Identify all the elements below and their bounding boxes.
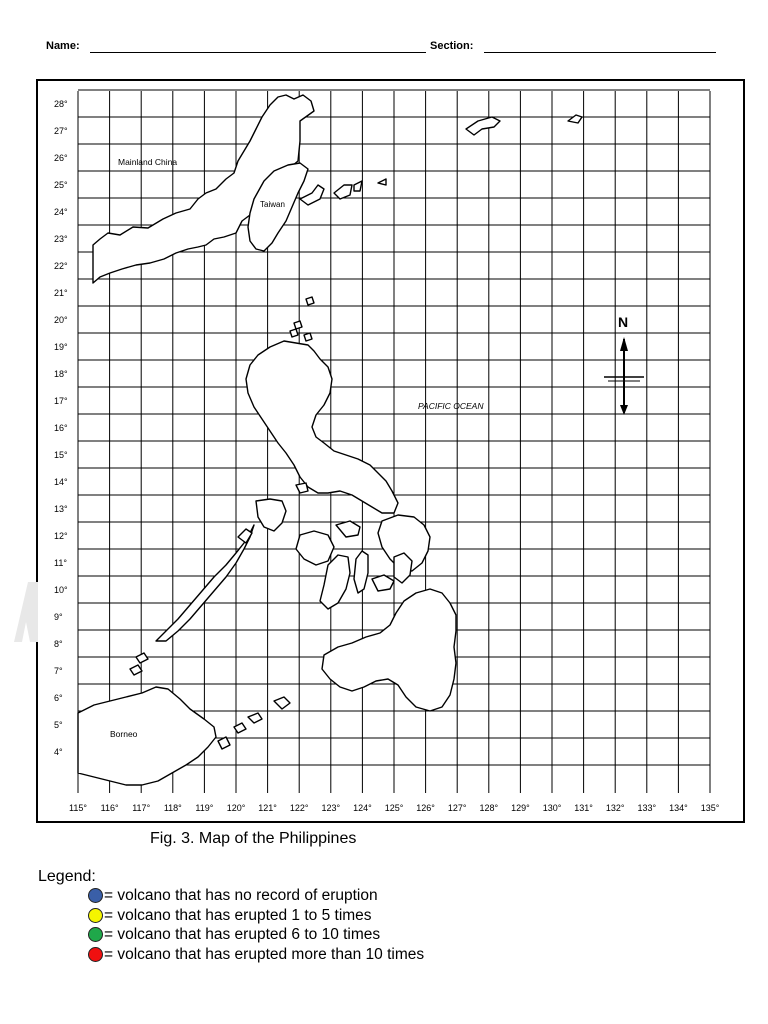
latitude-tick-label: 14°	[54, 477, 68, 487]
ryukyu-island-1	[300, 185, 324, 205]
longitude-tick-label: 129°	[511, 803, 530, 813]
latitude-tick-label: 7°	[54, 666, 63, 676]
latitude-tick-label: 17°	[54, 396, 68, 406]
latitude-tick-label: 6°	[54, 693, 63, 703]
latitude-labels	[54, 99, 68, 757]
cebu-island	[354, 551, 368, 593]
babuyan-1	[290, 329, 298, 337]
latitude-tick-label: 22°	[54, 261, 68, 271]
latitude-tick-label: 20°	[54, 315, 68, 325]
map-frame	[36, 79, 745, 823]
latitude-tick-label: 8°	[54, 639, 63, 649]
latitude-tick-label: 5°	[54, 720, 63, 730]
borneo-north	[78, 687, 216, 785]
longitude-tick-label: 124°	[353, 803, 372, 813]
longitude-tick-label: 127°	[447, 803, 467, 813]
legend-color-dot	[88, 908, 103, 923]
latitude-tick-label: 25°	[54, 180, 68, 190]
longitude-tick-label: 134°	[669, 803, 688, 813]
legend-item	[88, 925, 424, 945]
legend-color-dot	[88, 888, 103, 903]
batanes-2	[294, 321, 302, 329]
figure-caption: Fig. 3. Map of the Philippines	[150, 830, 357, 847]
legend-item	[88, 886, 424, 906]
name-line[interactable]	[90, 52, 426, 53]
legend-color-dot	[88, 927, 103, 942]
longitude-tick-label: 130°	[542, 803, 562, 813]
ryukyu-island-2	[334, 185, 352, 199]
latitude-tick-label: 12°	[54, 531, 68, 541]
longitude-tick-label: 135°	[700, 803, 720, 813]
philippines-map	[38, 81, 743, 821]
watermark-fragment	[14, 582, 38, 642]
longitude-tick-label: 115°	[69, 803, 87, 813]
longitude-tick-label: 123°	[321, 803, 341, 813]
section-line[interactable]	[484, 52, 716, 53]
latitude-tick-label: 13°	[54, 504, 68, 514]
borneo-label: Borneo	[110, 729, 138, 739]
compass-north-arrow	[620, 337, 628, 351]
legend-title: Legend:	[38, 868, 96, 885]
compass-rose	[604, 314, 644, 415]
marinduque-island	[296, 483, 308, 493]
latitude-tick-label: 23°	[54, 234, 68, 244]
longitude-tick-label: 120°	[226, 803, 246, 813]
okinawa-island-1	[466, 117, 500, 135]
masbate-island	[336, 521, 360, 537]
latitude-tick-label: 28°	[54, 99, 68, 109]
panay-island	[296, 531, 334, 565]
latitude-tick-label: 26°	[54, 153, 68, 163]
legend-color-dot	[88, 947, 103, 962]
latitude-tick-label: 24°	[54, 207, 68, 217]
negros-island	[320, 555, 350, 609]
okinawa-island-2	[568, 115, 582, 123]
calamian-islands	[238, 529, 252, 543]
latitude-tick-label: 16°	[54, 423, 68, 433]
legend-item-text: = volcano that has erupted 1 to 5 times	[104, 906, 372, 924]
ryukyu-island-3	[354, 181, 362, 191]
latitude-tick-label: 18°	[54, 369, 68, 379]
mainland-china-label: Mainland China	[118, 157, 178, 167]
borneo-islet-1	[218, 737, 230, 749]
babuyan-2	[304, 333, 312, 341]
bohol-island	[372, 575, 394, 591]
longitude-labels	[69, 803, 720, 813]
latitude-tick-label: 27°	[54, 126, 68, 136]
batanes-1	[306, 297, 314, 305]
mindanao-island	[322, 589, 456, 711]
sulu-island-1	[248, 713, 262, 723]
borneo-islet-2	[136, 653, 148, 663]
longitude-tick-label: 119°	[195, 803, 214, 813]
palawan-island	[156, 525, 254, 641]
latitude-tick-label: 4°	[54, 747, 63, 757]
compass-north-label: N	[618, 314, 629, 330]
longitude-tick-label: 131°	[574, 803, 593, 813]
longitude-tick-label: 133°	[637, 803, 657, 813]
longitude-tick-label: 126°	[416, 803, 435, 813]
longitude-tick-label: 132°	[605, 803, 625, 813]
name-label: Name:	[46, 40, 80, 52]
borneo-islet-3	[130, 665, 142, 675]
latitude-tick-label: 11°	[54, 558, 67, 568]
map-grid	[78, 90, 710, 793]
legend-item	[88, 906, 424, 926]
longitude-tick-label: 116°	[100, 803, 119, 813]
legend-list	[88, 886, 424, 964]
longitude-tick-label: 122°	[289, 803, 309, 813]
longitude-tick-label: 125°	[384, 803, 404, 813]
longitude-tick-label: 118°	[163, 803, 182, 813]
legend-item-text: = volcano that has no record of eruption	[104, 887, 378, 905]
ryukyu-island-4	[378, 179, 386, 185]
taiwan-label: Taiwan	[260, 200, 285, 209]
worksheet-header	[46, 40, 726, 56]
luzon-island	[246, 341, 398, 513]
latitude-tick-label: 15°	[54, 450, 68, 460]
leyte-island	[394, 553, 412, 583]
legend-item-text: = volcano that has erupted more than 10 times	[104, 945, 425, 963]
longitude-tick-label: 121°	[258, 803, 277, 813]
longitude-tick-label: 128°	[479, 803, 499, 813]
latitude-tick-label: 9°	[54, 612, 63, 622]
legend-item-text: = volcano that has erupted 6 to 10 times	[104, 926, 381, 944]
basilan-island	[274, 697, 290, 709]
longitude-tick-label: 117°	[132, 803, 151, 813]
section-label: Section:	[430, 40, 474, 52]
latitude-tick-label: 10°	[54, 585, 68, 595]
mindoro-island	[256, 499, 286, 531]
latitude-tick-label: 21°	[54, 288, 68, 298]
legend-item	[88, 945, 424, 965]
pacific-ocean-label: PACIFIC OCEAN	[418, 401, 484, 411]
latitude-tick-label: 19°	[54, 342, 68, 352]
